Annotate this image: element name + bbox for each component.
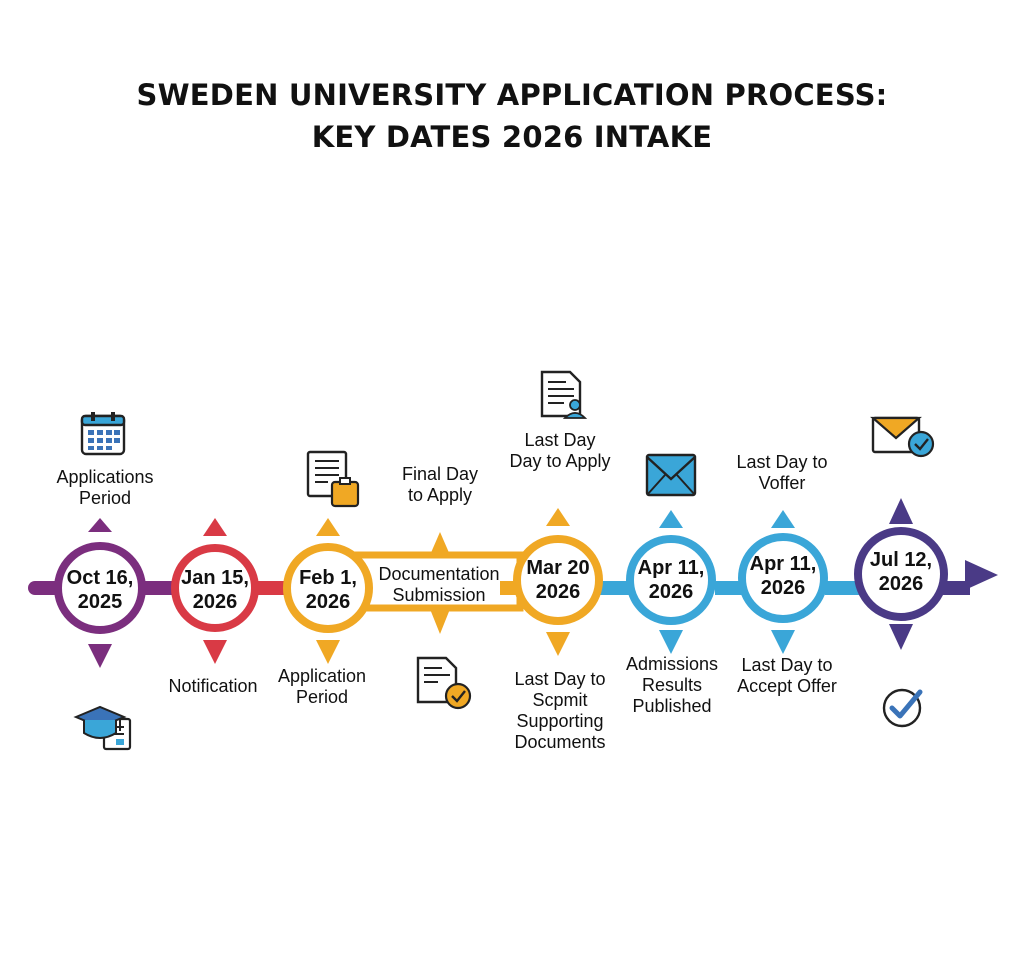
milestone-6-below-label: Last Day to Accept Offer <box>737 655 837 696</box>
milestone-5-date: Apr 11, 2026 <box>637 557 705 603</box>
documentation-pointer-up <box>430 532 450 555</box>
document-check-icon <box>418 658 470 708</box>
calendar-icon <box>82 412 124 454</box>
milestone-4-date: Mar 20 2026 <box>526 557 590 603</box>
checkmark-icon <box>884 690 920 726</box>
milestone-3-date: Feb 1, 2026 <box>299 567 357 613</box>
page-title-line-1: SWEDEN UNIVERSITY APPLICATION PROCESS: <box>136 78 888 112</box>
milestone-7-date: Jul 12, 2026 <box>869 549 933 595</box>
milestone-4-below-label: Last Day to Scpmit Supporting Documents <box>514 669 606 752</box>
milestone-1-date: Oct 16, 2025 <box>66 567 134 613</box>
timeline-arrow-head <box>965 560 998 590</box>
envelope-check-icon <box>873 418 933 456</box>
milestone-3-below-label: Application Period <box>277 666 367 707</box>
milestone-5-below-label: Admissions Results Published <box>625 654 719 716</box>
milestone-2-date: Jan 15, 2026 <box>181 567 249 613</box>
document-user-icon <box>542 372 585 418</box>
envelope-icon <box>647 455 695 495</box>
milestone-1-above-label: Applications Period <box>56 467 154 508</box>
page-title-line-2: KEY DATES 2026 INTAKE <box>311 120 713 154</box>
document-folder-icon <box>308 452 358 506</box>
milestone-6-date: Apr 11, 2026 <box>749 553 817 599</box>
graduation-cap-icon <box>76 707 130 749</box>
milestone-6-above-label: Last Day to Voffer <box>736 452 828 493</box>
documentation-pointer-down <box>430 609 450 634</box>
milestone-4-above-label: Last Day Day to Apply <box>509 430 611 471</box>
milestone-2-below-label: Notification <box>168 676 258 696</box>
documentation-above-label: Final Day to Apply <box>401 464 479 505</box>
documentation-submission-label: Documentation Submission <box>378 564 500 605</box>
